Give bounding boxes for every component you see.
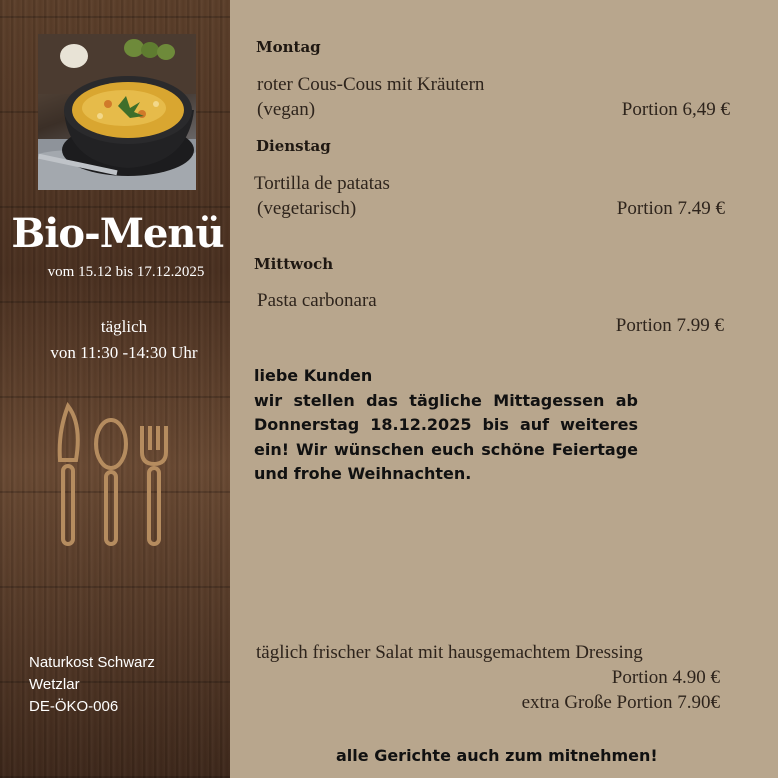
salad-large-price: extra Große Portion 7.90€ [521, 692, 720, 713]
notice-greeting: liebe Kunden [254, 366, 373, 385]
opening-hours-label: täglich [100, 317, 148, 336]
price-tuesday: Portion 7.49 € [616, 198, 725, 219]
menu-period: vom 15.12 bis 17.12.2025 [47, 264, 205, 280]
dish-monday: roter Cous-Cous mit Kräutern [257, 74, 485, 95]
day-monday: Montag [256, 38, 321, 56]
menu-title: Bio-Menü [11, 210, 224, 257]
shop-name: Naturkost Schwarz [29, 654, 155, 671]
day-tuesday: Dienstag [256, 137, 331, 155]
takeaway-note: alle Gerichte auch zum mitnehmen! [336, 746, 658, 765]
salad-offer: täglich frischer Salat mit hausgemachtem Dressing [256, 642, 643, 663]
dish-tuesday-note: (vegetarisch) [257, 198, 357, 219]
salad-price: Portion 4.90 € [611, 667, 720, 688]
shop-info [29, 652, 155, 718]
opening-hours [0, 314, 248, 366]
closure-notice [254, 364, 638, 487]
shop-city: Wetzlar [29, 676, 80, 693]
day-wednesday: Mittwoch [254, 255, 334, 273]
soup-bowl-photo-icon [38, 34, 196, 190]
knife-spoon-fork-icon [54, 402, 180, 548]
price-monday: Portion 6,49 € [621, 99, 730, 120]
opening-hours-time: von 11:30 -14:30 Uhr [50, 343, 198, 362]
notice-body: wir stellen das tägliche Mittagessen ab Donnerstag 18.12.2025 bis auf weiteres ein! Wir wünschen euch schöne Feiertage und frohe Weihnachten. [254, 390, 638, 483]
dish-wednesday: Pasta carbonara [257, 290, 377, 311]
price-wednesday: Portion 7.99 € [615, 315, 724, 336]
dish-monday-note: (vegan) [257, 99, 316, 120]
shop-certificate: DE-ÖKO-006 [29, 698, 119, 715]
wood-sidebar [0, 0, 230, 778]
dish-tuesday: Tortilla de patatas [254, 173, 390, 194]
